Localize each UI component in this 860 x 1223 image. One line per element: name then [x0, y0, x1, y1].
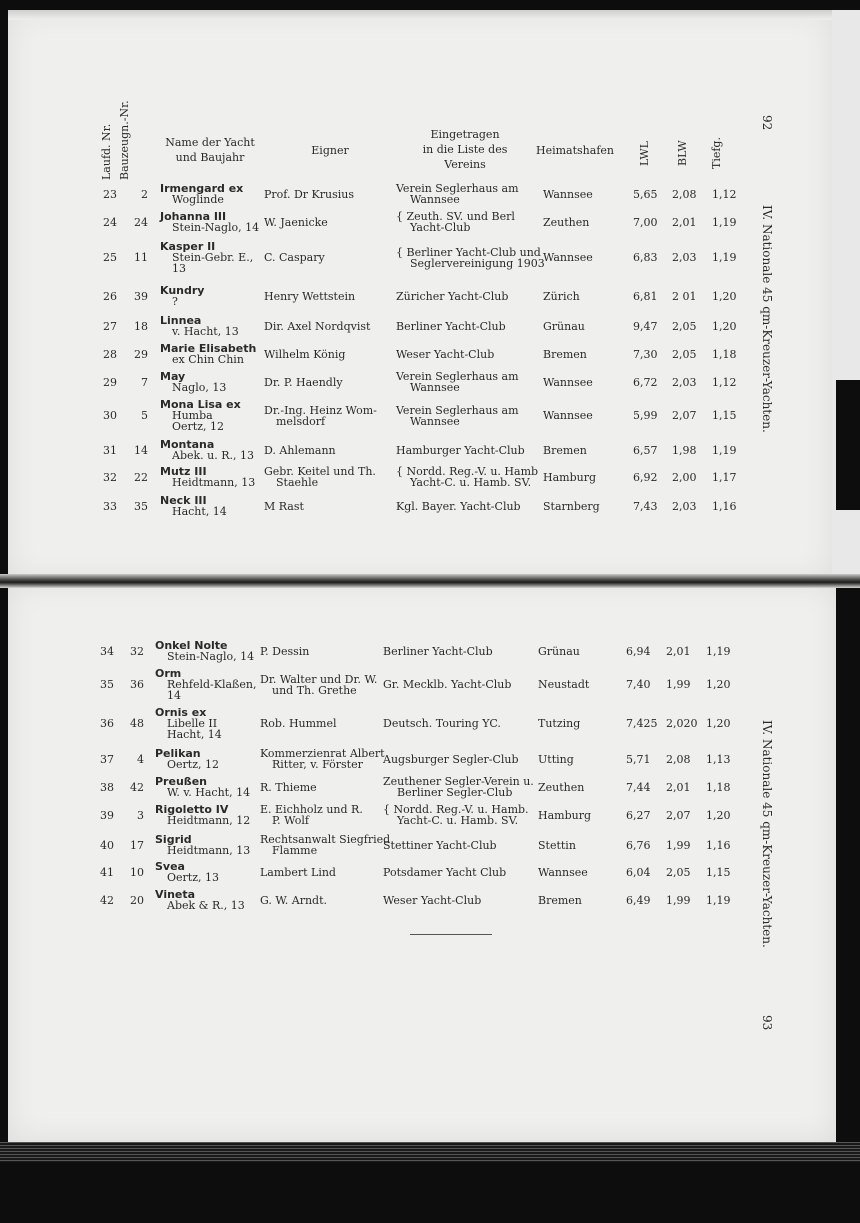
- row-laufd-nr: 32: [103, 470, 117, 484]
- row-laufd-nr: 42: [100, 893, 114, 907]
- yacht-name: Orm: [155, 667, 182, 680]
- draught-value: 1,15: [712, 409, 737, 422]
- home-port: Wannsee: [538, 865, 588, 879]
- lwl-value: 6,92: [633, 470, 658, 484]
- owner: Dr.-Ing. Heinz Wom-: [264, 403, 377, 417]
- row-bauzeugn-nr: 42: [130, 780, 144, 794]
- header-lwl: LWL: [638, 141, 651, 166]
- blw-value: 2,05: [672, 347, 697, 361]
- club: Kgl. Bayer. Yacht-Club: [396, 499, 521, 513]
- running-head-bottom: IV. Nationale 45 qm-Kreuzer-Yachten.: [760, 720, 774, 948]
- owner: Lambert Lind: [260, 865, 336, 879]
- blw-value: 2 01: [672, 289, 697, 303]
- header-tiefg: Tiefg.: [710, 137, 723, 169]
- row-bauzeugn-nr: 24: [134, 215, 148, 229]
- home-port: Bremen: [543, 443, 587, 457]
- yacht-builder: Hacht, 14: [172, 505, 227, 518]
- owner: Wilhelm König: [264, 347, 346, 361]
- row-bauzeugn-nr: 17: [130, 838, 144, 852]
- blw-value: 2,03: [672, 251, 697, 264]
- club: { Nordd. Reg.-V. u. Hamb.: [383, 803, 529, 816]
- blw-value: 2,05: [672, 319, 697, 333]
- row-laufd-nr: 29: [103, 375, 117, 389]
- row-bauzeugn-nr: 29: [134, 347, 148, 361]
- closing-rule: [410, 934, 492, 935]
- yacht-builder: Oertz, 12: [167, 758, 219, 771]
- home-port: Starnberg: [543, 499, 600, 513]
- lwl-value: 6,81: [633, 289, 658, 303]
- yacht-builder: Stein-Gebr. E.,: [172, 251, 254, 264]
- home-port: Wannsee: [543, 187, 593, 201]
- owner: Prof. Dr Krusius: [264, 187, 354, 201]
- yacht-builder: ex Chin Chin: [172, 353, 244, 366]
- club: Augsburger Segler-Club: [383, 752, 519, 766]
- page-number-bottom: 93: [760, 1015, 774, 1031]
- home-port: Bremen: [538, 893, 582, 907]
- yacht-name: Vineta: [155, 888, 196, 901]
- blw-value: 2,020: [666, 717, 698, 730]
- owner: Flamme: [272, 844, 318, 857]
- yacht-builder: Oertz, 13: [167, 871, 219, 884]
- club: Weser Yacht-Club: [383, 893, 482, 907]
- blw-value: 2,08: [672, 187, 697, 201]
- owner: Rob. Hummel: [260, 717, 337, 730]
- owner: Kommerzienrat Albert: [260, 747, 385, 760]
- club: Potsdamer Yacht Club: [383, 865, 507, 879]
- yacht-builder: Humba: [172, 409, 213, 422]
- club: Gr. Mecklb. Yacht-Club: [383, 678, 512, 691]
- header-verein-line3: Vereins: [444, 158, 486, 171]
- header-eigner: Eigner: [311, 144, 349, 157]
- lwl-value: 7,425: [626, 717, 658, 730]
- home-port: Wannsee: [543, 409, 593, 422]
- header-blw: BLW: [676, 140, 689, 166]
- yacht-name: Svea: [155, 860, 185, 873]
- yacht-name: Onkel Nolte: [155, 639, 228, 652]
- running-head-top: IV. Nationale 45 qm-Kreuzer-Yachten.: [760, 205, 774, 433]
- blw-value: 1,99: [666, 838, 691, 852]
- draught-value: 1,15: [706, 865, 731, 879]
- row-bauzeugn-nr: 18: [134, 319, 148, 333]
- blw-value: 2,03: [672, 375, 697, 389]
- home-port: Tutzing: [538, 717, 581, 730]
- club: { Nordd. Reg.-V. u. Hamb: [396, 465, 539, 478]
- row-laufd-nr: 39: [100, 808, 114, 822]
- lwl-value: 5,99: [633, 409, 658, 422]
- row-bauzeugn-nr: 20: [130, 893, 144, 907]
- yacht-name: Rigoletto IV: [155, 803, 229, 816]
- lwl-value: 6,27: [626, 808, 651, 822]
- yacht-name: Kasper II: [160, 240, 216, 253]
- draught-value: 1,16: [706, 838, 731, 852]
- row-bauzeugn-nr: 2: [141, 187, 148, 201]
- lwl-value: 7,44: [626, 780, 651, 794]
- lwl-value: 7,40: [626, 678, 651, 691]
- yacht-builder: Naglo, 13: [172, 381, 227, 394]
- row-laufd-nr: 40: [100, 838, 114, 852]
- lwl-value: 7,00: [633, 215, 658, 229]
- club: Zeuthener Segler-Verein u.: [383, 775, 534, 788]
- blw-value: 2,00: [672, 470, 697, 484]
- header-laufd-nr: Laufd. Nr.: [100, 123, 113, 180]
- yacht-builder: Woglinde: [172, 193, 224, 206]
- draught-value: 1,19: [712, 251, 737, 264]
- owner: Rechtsanwalt Siegfried: [260, 833, 391, 846]
- club: { Berliner Yacht-Club und: [396, 245, 541, 259]
- club: Verein Seglerhaus am: [396, 403, 519, 417]
- row-laufd-nr: 36: [100, 717, 114, 730]
- blw-value: 2,03: [672, 499, 697, 513]
- club: Berliner Yacht-Club: [383, 644, 493, 658]
- row-laufd-nr: 38: [100, 780, 114, 794]
- draught-value: 1,18: [706, 780, 731, 794]
- owner: C. Caspary: [264, 251, 325, 264]
- row-laufd-nr: 26: [103, 289, 117, 303]
- blw-value: 2,05: [666, 865, 691, 879]
- blw-value: 1,98: [672, 443, 697, 457]
- header-heimatshafen: Heimatshafen: [536, 144, 614, 157]
- draught-value: 1,12: [712, 187, 737, 201]
- lwl-value: 6,04: [626, 865, 651, 879]
- club: Wannsee: [410, 193, 460, 206]
- yacht-builder: Stein-Naglo, 14: [172, 221, 260, 234]
- owner: W. Jaenicke: [264, 215, 328, 229]
- yacht-name: Pelikan: [155, 747, 201, 760]
- row-laufd-nr: 30: [103, 409, 117, 422]
- owner: E. Eichholz und R.: [260, 803, 363, 816]
- row-bauzeugn-nr: 36: [130, 678, 144, 691]
- row-bauzeugn-nr: 5: [141, 409, 148, 422]
- row-laufd-nr: 24: [103, 215, 117, 229]
- owner: M Rast: [264, 499, 304, 513]
- club: Verein Seglerhaus am: [396, 182, 519, 195]
- draught-value: 1,20: [712, 319, 737, 333]
- yacht-builder: Abek & R., 13: [167, 899, 245, 912]
- draught-value: 1,19: [706, 893, 731, 907]
- yacht-name: Montana: [160, 438, 215, 451]
- yacht-builder: Abek. u. R., 13: [172, 449, 255, 462]
- yacht-name: Neck III: [160, 494, 207, 507]
- draught-value: 1,18: [712, 347, 737, 361]
- row-laufd-nr: 28: [103, 347, 117, 361]
- owner: Dr. P. Haendly: [264, 375, 343, 389]
- draught-value: 1,19: [712, 443, 737, 457]
- row-laufd-nr: 33: [103, 499, 117, 513]
- blw-value: 1,99: [666, 678, 691, 691]
- yacht-name: Linnea: [160, 314, 202, 327]
- club: Züricher Yacht-Club: [396, 289, 509, 303]
- row-laufd-nr: 37: [100, 752, 114, 766]
- row-bauzeugn-nr: 35: [134, 499, 148, 513]
- row-bauzeugn-nr: 14: [134, 443, 148, 457]
- home-port: Zeuthen: [543, 215, 590, 229]
- owner: R. Thieme: [260, 780, 317, 794]
- yacht-name: May: [160, 370, 186, 383]
- club: Yacht-C. u. Hamb. SV.: [410, 476, 532, 489]
- lwl-value: 7,43: [633, 499, 658, 513]
- yacht-name: Irmengard ex: [160, 182, 244, 195]
- draught-value: 1,20: [706, 717, 731, 730]
- club: Berliner Segler-Club: [397, 786, 513, 799]
- yacht-builder: ?: [172, 295, 178, 308]
- row-bauzeugn-nr: 32: [130, 644, 144, 658]
- home-port: Utting: [538, 752, 574, 766]
- yacht-builder: Heidtmann, 13: [167, 844, 251, 857]
- home-port: Hamburg: [543, 470, 597, 484]
- draught-value: 1,20: [706, 678, 731, 691]
- row-bauzeugn-nr: 48: [130, 717, 144, 730]
- owner: D. Ahlemann: [264, 443, 336, 457]
- owner: Dir. Axel Nordqvist: [264, 319, 371, 333]
- lwl-value: 6,94: [626, 644, 651, 658]
- home-port: Grünau: [538, 644, 580, 658]
- lwl-value: 9,47: [633, 319, 658, 333]
- header-verein-line2: in die Liste des: [422, 143, 508, 156]
- yacht-builder: Heidtmann, 13: [172, 476, 256, 489]
- draught-value: 1,19: [706, 644, 731, 658]
- club: Weser Yacht-Club: [396, 347, 495, 361]
- draught-value: 1,12: [712, 375, 737, 389]
- row-laufd-nr: 27: [103, 319, 117, 333]
- club: Deutsch. Touring YC.: [383, 717, 501, 730]
- home-port: Neustadt: [538, 678, 590, 691]
- row-bauzeugn-nr: 11: [134, 251, 148, 264]
- club: Yacht-Club: [410, 221, 471, 234]
- blw-value: 2,01: [672, 215, 697, 229]
- club: Wannsee: [410, 381, 460, 394]
- lwl-value: 5,71: [626, 752, 651, 766]
- row-bauzeugn-nr: 4: [137, 752, 144, 766]
- yacht-name: Ornis ex: [155, 706, 207, 719]
- owner: Gebr. Keitel und Th.: [264, 465, 376, 478]
- yacht-name: Mona Lisa ex: [160, 398, 241, 411]
- owner: G. W. Arndt.: [260, 893, 328, 907]
- blw-value: 2,01: [666, 780, 691, 794]
- owner: Staehle: [276, 476, 319, 489]
- blw-value: 2,07: [672, 409, 697, 422]
- lwl-value: 6,49: [626, 893, 651, 907]
- row-bauzeugn-nr: 22: [134, 470, 148, 484]
- yacht-builder: Rehfeld-Klaßen,: [167, 678, 257, 691]
- owner: Ritter, v. Förster: [272, 758, 363, 771]
- lwl-value: 6,83: [633, 251, 658, 264]
- row-laufd-nr: 41: [100, 865, 114, 879]
- club: Hamburger Yacht-Club: [396, 443, 525, 457]
- page-stack-edge: [0, 1142, 860, 1162]
- yacht-builder: Oertz, 12: [172, 420, 224, 433]
- home-port: Bremen: [543, 347, 587, 361]
- row-bauzeugn-nr: 39: [134, 289, 148, 303]
- owner: melsdorf: [276, 414, 326, 428]
- row-laufd-nr: 35: [100, 678, 114, 691]
- yacht-builder: Hacht, 14: [167, 728, 222, 741]
- lwl-value: 6,72: [633, 375, 658, 389]
- page-number-top: 92: [760, 115, 774, 131]
- yacht-name: Sigrid: [155, 833, 192, 846]
- lwl-value: 7,30: [633, 347, 658, 361]
- page-edge-gap: [836, 380, 860, 510]
- row-laufd-nr: 31: [103, 443, 117, 457]
- row-bauzeugn-nr: 3: [137, 808, 144, 822]
- lwl-value: 6,76: [626, 838, 651, 852]
- blw-value: 2,08: [666, 752, 691, 766]
- owner: und Th. Grethe: [272, 683, 357, 697]
- draught-value: 1,17: [712, 470, 737, 484]
- yacht-name: Marie Elisabeth: [160, 342, 257, 355]
- yacht-builder: 13: [172, 262, 186, 275]
- yacht-builder: 14: [167, 689, 181, 702]
- club: Verein Seglerhaus am: [396, 370, 519, 383]
- owner: Henry Wettstein: [264, 289, 356, 303]
- yacht-builder: v. Hacht, 13: [172, 325, 239, 338]
- club: Yacht-C. u. Hamb. SV.: [397, 814, 519, 827]
- blw-value: 2,01: [666, 644, 691, 658]
- home-port: Stettin: [538, 838, 576, 852]
- row-bauzeugn-nr: 7: [141, 375, 148, 389]
- draught-value: 1,20: [706, 808, 731, 822]
- home-port: Wannsee: [543, 375, 593, 389]
- lwl-value: 6,57: [633, 443, 658, 457]
- owner: Dr. Walter und Dr. W.: [260, 672, 378, 686]
- yacht-name: Mutz III: [160, 465, 207, 478]
- home-port: Zeuthen: [538, 780, 585, 794]
- draught-value: 1,19: [712, 215, 737, 229]
- row-bauzeugn-nr: 10: [130, 865, 144, 879]
- yacht-builder: Stein-Naglo, 14: [167, 650, 255, 663]
- home-port: Wannsee: [543, 251, 593, 264]
- club: Berliner Yacht-Club: [396, 319, 506, 333]
- club: Wannsee: [410, 414, 460, 428]
- row-laufd-nr: 34: [100, 644, 114, 658]
- club: Seglervereinigung 1903: [410, 256, 545, 270]
- row-laufd-nr: 25: [103, 251, 117, 264]
- blw-value: 1,99: [666, 893, 691, 907]
- club: { Zeuth. SV. und Berl: [396, 210, 515, 223]
- yacht-builder: Heidtmann, 12: [167, 814, 251, 827]
- home-port: Hamburg: [538, 808, 592, 822]
- header-name-line1: Name der Yacht: [165, 136, 255, 149]
- blw-value: 2,07: [666, 808, 691, 822]
- owner: P. Wolf: [272, 814, 309, 827]
- yacht-builder: W. v. Hacht, 14: [167, 786, 251, 799]
- club: Stettiner Yacht-Club: [383, 838, 497, 852]
- lwl-value: 5,65: [633, 187, 658, 201]
- row-laufd-nr: 23: [103, 187, 117, 201]
- draught-value: 1,13: [706, 752, 731, 766]
- draught-value: 1,16: [712, 499, 737, 513]
- draught-value: 1,20: [712, 289, 737, 303]
- owner: P. Dessin: [260, 644, 310, 658]
- header-verein-line1: Eingetragen: [430, 128, 500, 141]
- home-port: Zürich: [543, 289, 580, 303]
- yacht-name: Preußen: [155, 775, 207, 788]
- yacht-name: Johanna III: [160, 210, 227, 223]
- header-name-line2: und Baujahr: [175, 151, 245, 164]
- yacht-name: Kundry: [160, 284, 205, 297]
- header-bauzeugn-nr: Bauzeugn.-Nr.: [118, 100, 131, 180]
- home-port: Grünau: [543, 319, 585, 333]
- yacht-builder: Libelle II: [167, 717, 218, 730]
